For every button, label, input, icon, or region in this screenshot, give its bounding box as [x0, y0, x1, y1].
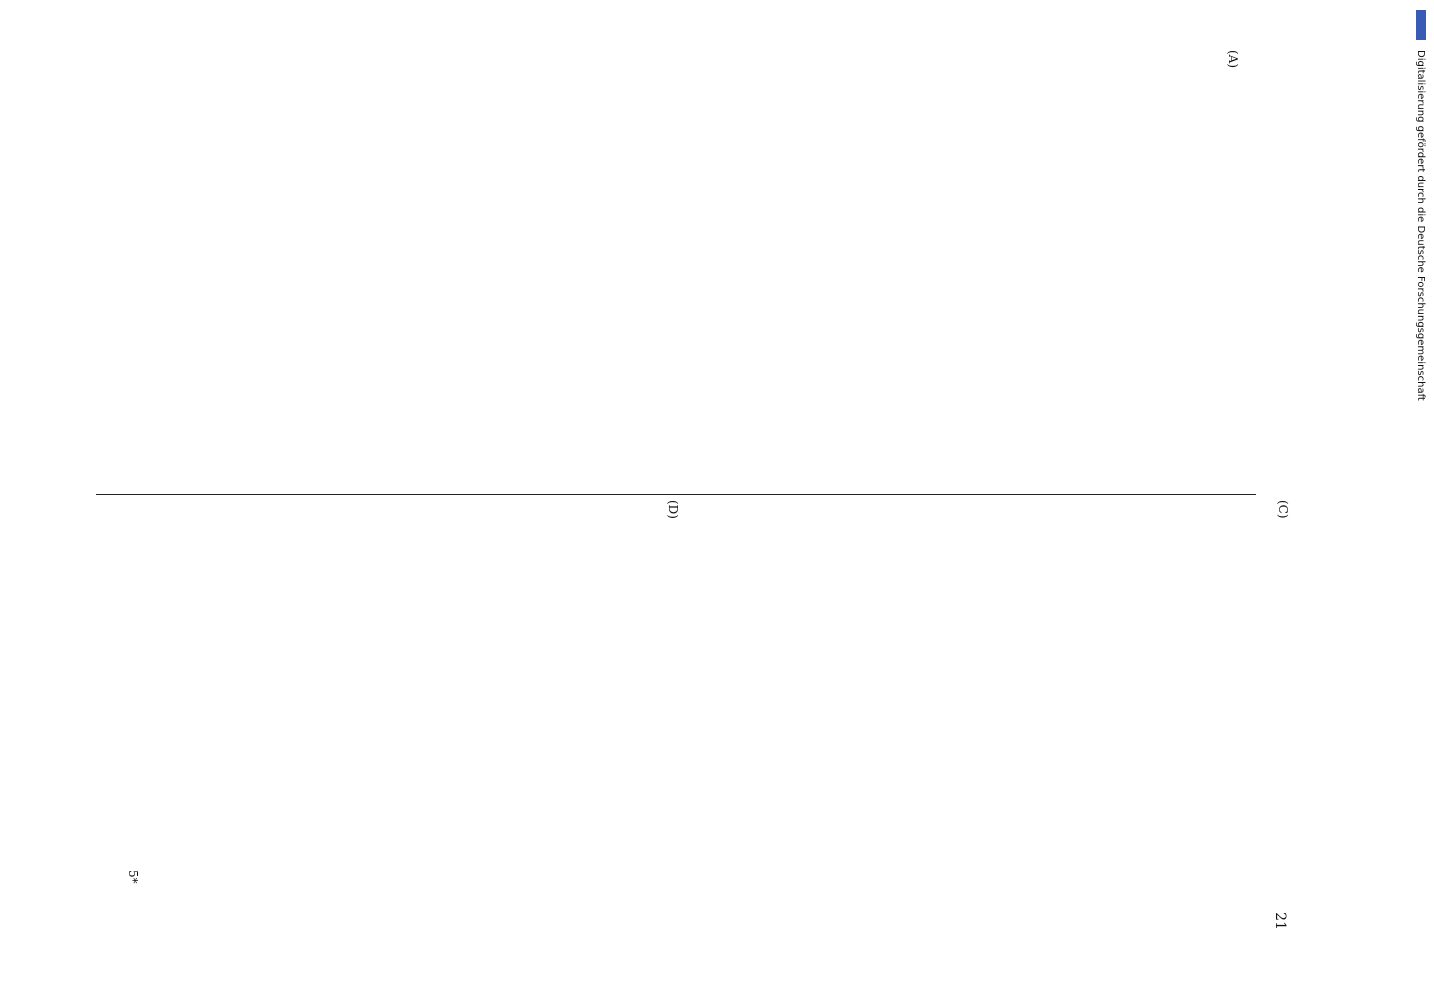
margin-label-a: (A)	[1226, 50, 1240, 69]
margin-label-c: (C)	[1276, 500, 1290, 519]
rotated-page-content	[80, 50, 1300, 930]
footer-sign: 5*	[126, 870, 140, 884]
column-divider	[96, 494, 1256, 495]
dfg-logo	[1416, 10, 1426, 40]
digitization-credit	[1414, 50, 1428, 450]
page-number: 21	[1272, 912, 1288, 930]
digitization-credit-text: Digitalisierung gefördert durch die Deutsche Forschungsgemeinschaft	[1415, 50, 1426, 401]
right-column	[92, 510, 1252, 915]
margin-label-d: (D)	[666, 500, 680, 519]
left-column	[92, 70, 1252, 475]
